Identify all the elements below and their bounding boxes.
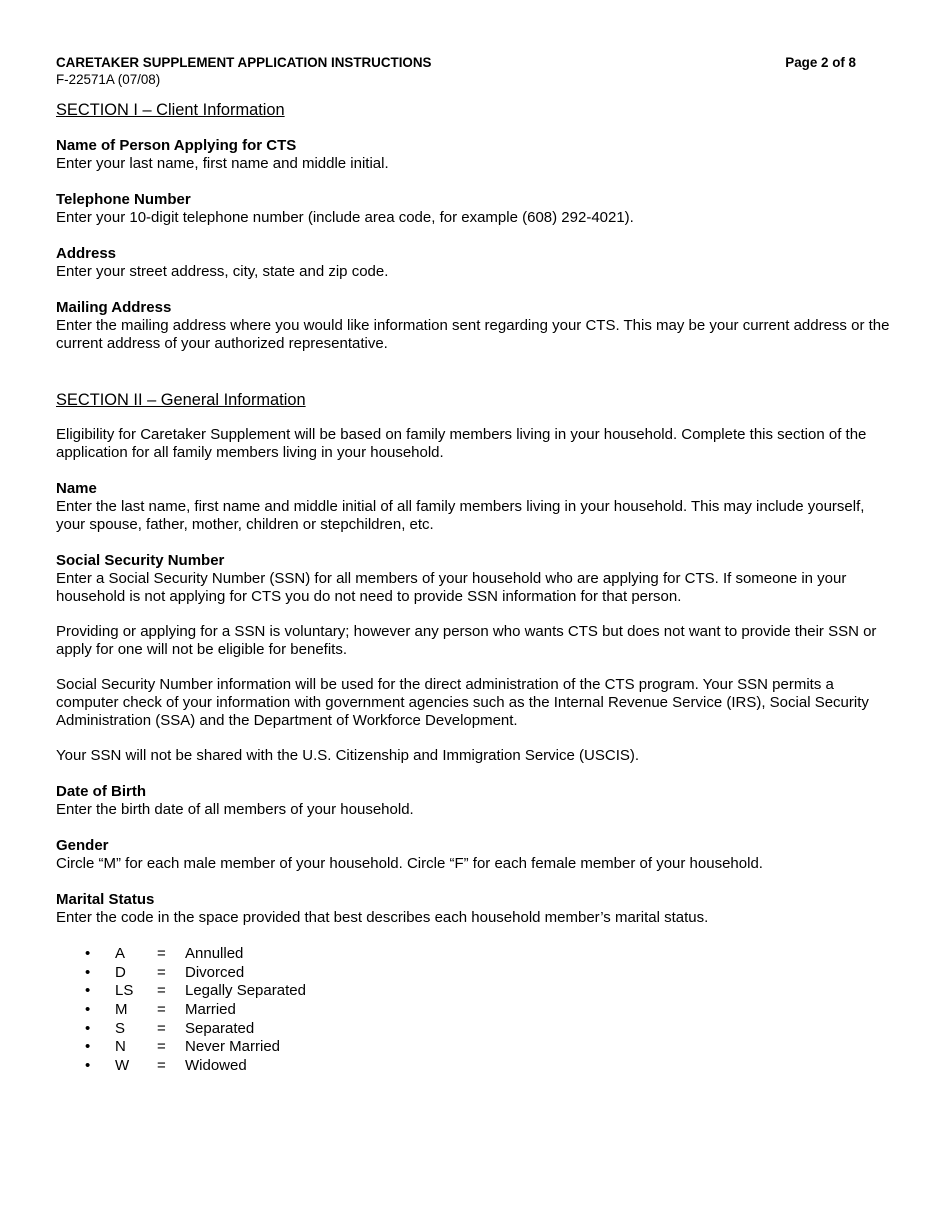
equals-sign: = — [157, 945, 166, 962]
marital-description: Married — [185, 1001, 236, 1019]
marital-status-text: Enter the code in the space provided that best describes each household member’s marital status. — [56, 909, 709, 926]
bullet: • — [85, 1019, 91, 1037]
bullet: • — [85, 945, 91, 962]
mailing-address-text: Enter the mailing address where you would like information sent regarding your CTS. This may be your current address or the current address of your authorized representative. — [56, 317, 890, 352]
section-2-intro: Eligibility for Caretaker Supplement will be based on family members living in your household. Complete this section of the application for all family members living in your household. — [56, 426, 867, 461]
marital-code-list — [56, 945, 896, 1076]
equals-sign: = — [157, 982, 166, 1000]
marital-description: Divorced — [185, 963, 245, 981]
marital-description: Never Married — [185, 1038, 281, 1056]
equals-sign: = — [157, 1057, 166, 1075]
list-item — [56, 945, 896, 964]
marital-description: Legally Separated — [185, 982, 306, 1000]
ssn-paragraph-2: Providing or applying for a SSN is voluntary; however any person who wants CTS but does not want to provide their SSN or apply for one will not be eligible for benefits. — [56, 623, 877, 658]
bullet: • — [85, 1057, 91, 1075]
document-title: CARETAKER SUPPLEMENT APPLICATION INSTRUCTIONS — [56, 55, 432, 70]
marital-code: A — [115, 945, 126, 962]
marital-code: N — [115, 1038, 126, 1056]
gender-text: Circle “M” for each male member of your household. Circle “F” for each female member of your household. — [56, 855, 763, 872]
gender-heading: Gender — [56, 837, 109, 854]
equals-sign: = — [157, 1001, 166, 1019]
ssn-paragraph-3: Social Security Number information will be used for the direct administration of the CTS program. Your SSN permits a computer check of your information with government agencies such as the Internal Revenue Service (IRS), Social Security Administration (SSA) and the Department of Workforce Development. — [56, 676, 869, 729]
bullet: • — [85, 1001, 91, 1019]
equals-sign: = — [157, 1038, 166, 1056]
marital-code: D — [115, 963, 126, 981]
equals-sign: = — [157, 963, 166, 981]
section-2-heading: SECTION II – General Information — [56, 391, 306, 409]
page-number: Page 2 of 8 — [785, 55, 856, 70]
list-item — [56, 1020, 896, 1039]
address-text: Enter your street address, city, state and zip code. — [56, 263, 389, 280]
section-1-heading: SECTION I – Client Information — [56, 101, 285, 119]
ssn-heading: Social Security Number — [56, 552, 225, 569]
marital-description: Separated — [185, 1019, 255, 1037]
bullet: • — [85, 982, 91, 1000]
list-item — [56, 964, 896, 983]
dob-text: Enter the birth date of all members of your household. — [56, 801, 414, 818]
name-heading: Name — [56, 480, 97, 497]
address-heading: Address — [56, 245, 117, 262]
list-item — [56, 1001, 896, 1020]
bullet: • — [85, 963, 91, 981]
equals-sign: = — [157, 1019, 166, 1037]
marital-code: S — [115, 1019, 126, 1037]
telephone-text: Enter your 10-digit telephone number (include area code, for example (608) 292-4021). — [56, 209, 634, 226]
document-page — [56, 54, 896, 1076]
name-of-person-text: Enter your last name, first name and middle initial. — [56, 155, 389, 172]
page-header — [56, 54, 856, 71]
list-item — [56, 1057, 896, 1076]
list-item — [56, 982, 896, 1001]
marital-code: W — [115, 1057, 130, 1075]
mailing-address-heading: Mailing Address — [56, 299, 172, 316]
form-number: F-22571A (07/08) — [56, 72, 161, 87]
marital-description: Widowed — [185, 1057, 247, 1075]
marital-status-heading: Marital Status — [56, 891, 155, 908]
marital-description: Annulled — [185, 945, 244, 962]
ssn-paragraph-1: Enter a Social Security Number (SSN) for all members of your household who are applying for CTS. If someone in your household is not applying for CTS you do not need to provide SSN information for that person. — [56, 570, 847, 605]
name-text: Enter the last name, first name and middle initial of all family members living in your household. This may include yourself, your spouse, father, mother, children or stepchildren, etc. — [56, 498, 865, 533]
telephone-heading: Telephone Number — [56, 191, 191, 208]
dob-heading: Date of Birth — [56, 783, 146, 800]
list-item — [56, 1038, 896, 1057]
marital-code: M — [115, 1001, 128, 1019]
marital-code: LS — [115, 982, 134, 1000]
ssn-paragraph-4: Your SSN will not be shared with the U.S. Citizenship and Immigration Service (USCIS). — [56, 747, 640, 764]
bullet: • — [85, 1038, 91, 1056]
name-of-person-heading: Name of Person Applying for CTS — [56, 137, 297, 154]
